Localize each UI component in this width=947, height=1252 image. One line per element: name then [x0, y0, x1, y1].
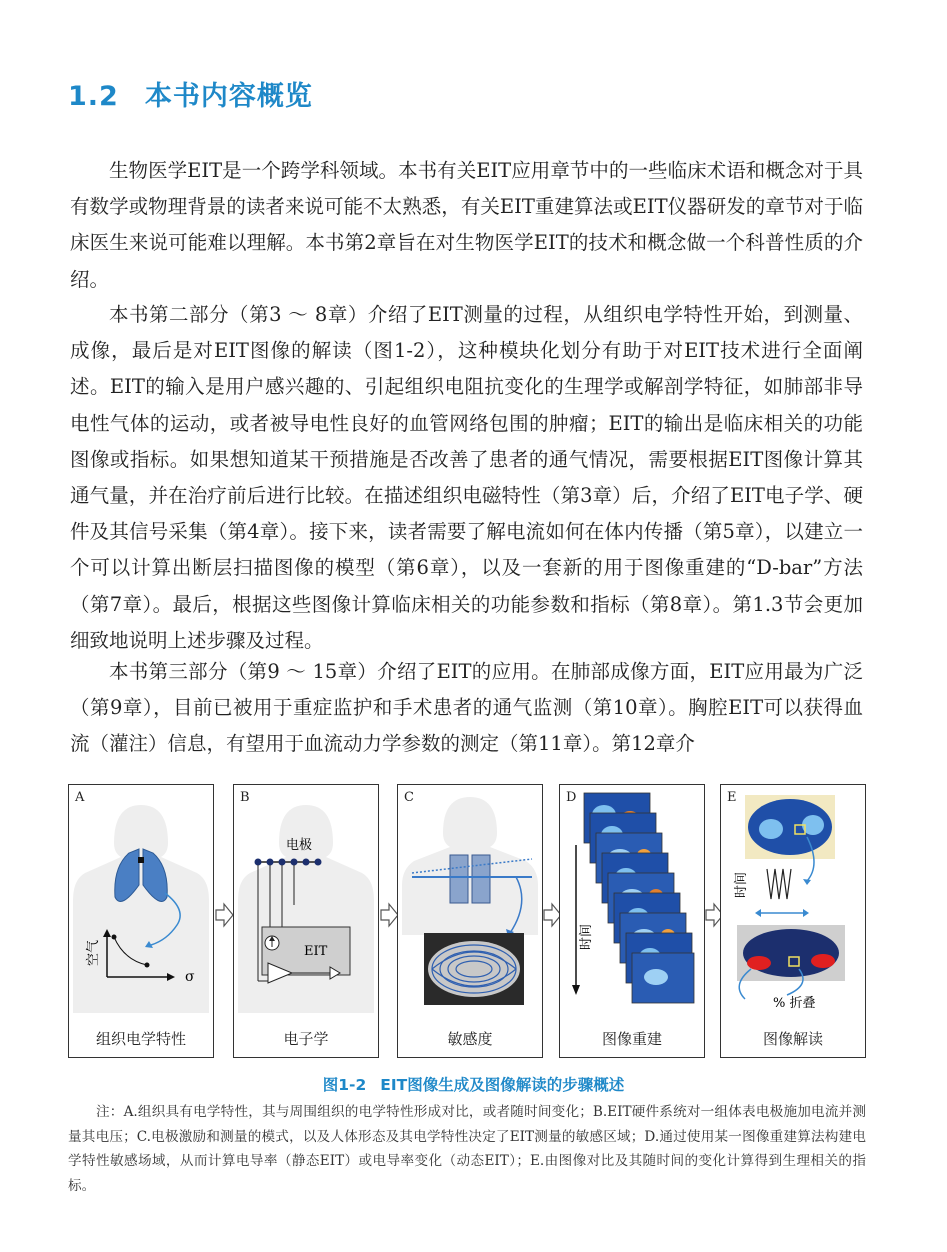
image-stack	[584, 793, 694, 1003]
figure-title: EIT图像生成及图像解读的步骤概述	[380, 1076, 625, 1094]
eit-label: EIT	[304, 944, 328, 959]
panel-caption: 图像重建	[601, 1030, 662, 1048]
arrow-icon	[214, 902, 234, 928]
tissue-property-illustration	[69, 785, 213, 1013]
figure-1-2	[68, 784, 864, 1058]
electronics-illustration	[234, 785, 378, 1013]
panel-caption: 图像解读	[762, 1030, 823, 1048]
figure-note: 注：A.组织具有电学特性，其与周围组织的电学特性形成对比，或者随时间变化；B.EIT硬件系统对一组体表电极施加电流并测量其电压；C.电极激励和测量的模式，以及人体形态及其电学特性决定了EIT测量的敏感区域；D.通过使用某一图像重建算法构建电学特性敏感场域，从而计算电导率（静态EIT）或电导率变化（动态EIT）；E.由图像对比及其随时间的变化计算得到生理相关的指标。	[68, 1104, 866, 1194]
figure-number: 图1-2	[322, 1076, 367, 1094]
paragraph-3: 本书第三部分（第9 ～ 15章）介绍了EIT的应用。在肺部成像方面，EIT应用最为广泛（第9章），目前已被用于重症监护和手术患者的通气监测（第10章）。胸腔EIT可以获得血流（灌注）信息，有望用于血流动力学参数的测定（第11章）。第12章介	[70, 660, 863, 756]
axis-x-label: σ	[185, 969, 195, 985]
panel-letter: D	[566, 790, 577, 805]
panel-caption: 组织电学特性	[95, 1030, 186, 1048]
axis-y-label: 空气	[86, 939, 101, 967]
paragraph-2: 本书第二部分（第3 ～ 8章）介绍了EIT测量的过程，从组织电学特性开始，到测量、成像，最后是对EIT图像的解读（图1-2），这种模块化划分有助于对EIT技术进行全面阐述。EIT的输入是用户感兴趣的、引起组织电阻抗变化的生理学或解剖学特征，如肺部非导电性气体的运动，或者被导电性良好的血管网络包围的肿瘤；EIT的输出是临床相关的功能图像或指标。如果想知道某干预措施是否改善了患者的通气情况，需要根据EIT图像计算其通气量，并在治疗前后进行比较。在描述组织电磁特性（第3章）后，介绍了EIT电子学、硬件及其信号采集（第4章）。接下来，读者需要了解电流如何在体内传播（第5章），以建立一个可以计算出断层扫描图像的模型（第6章），以及一套新的用于图像重建的“D-bar”方法（第7章）。最后，根据这些图像计算临床相关的功能参数和指标（第8章）。第1.3节会更加细致地说明上述步骤及过程。	[70, 303, 863, 652]
section-number: 1.2	[68, 81, 119, 112]
fold-label: % 折叠	[773, 996, 816, 1011]
panel-e	[720, 784, 866, 1058]
panel-letter: E	[727, 790, 737, 805]
panel-a	[68, 784, 214, 1058]
section-heading	[68, 74, 313, 113]
panel-letter: A	[75, 790, 85, 805]
image-reconstruction-stack	[560, 785, 704, 1017]
image-interpretation-illustration	[721, 785, 865, 1017]
time-label: 时间	[579, 923, 594, 951]
panel-caption: 敏感度	[447, 1030, 493, 1048]
arrow-icon	[379, 902, 399, 928]
figure-caption	[0, 1073, 947, 1095]
section-title: 本书内容概览	[144, 81, 313, 112]
panel-d	[559, 784, 705, 1058]
paragraph-1: 生物医学EIT是一个跨学科领域。本书有关EIT应用章节中的一些临床术语和概念对于具有数学或物理背景的读者来说可能不太熟悉，有关EIT重建算法或EIT仪器研发的章节对于临床医生来说可能难以理解。本书第2章旨在对生物医学EIT的技术和概念做一个科普性质的介绍。	[70, 159, 863, 291]
panel-letter: B	[240, 790, 250, 805]
electrode-label: 电极	[286, 838, 313, 853]
panel-letter: C	[404, 790, 414, 805]
sensitivity-illustration	[398, 785, 542, 1013]
time-label: 时间	[734, 871, 749, 899]
panel-b	[233, 784, 379, 1058]
panel-c	[397, 784, 543, 1058]
panel-caption: 电子学	[283, 1030, 329, 1048]
